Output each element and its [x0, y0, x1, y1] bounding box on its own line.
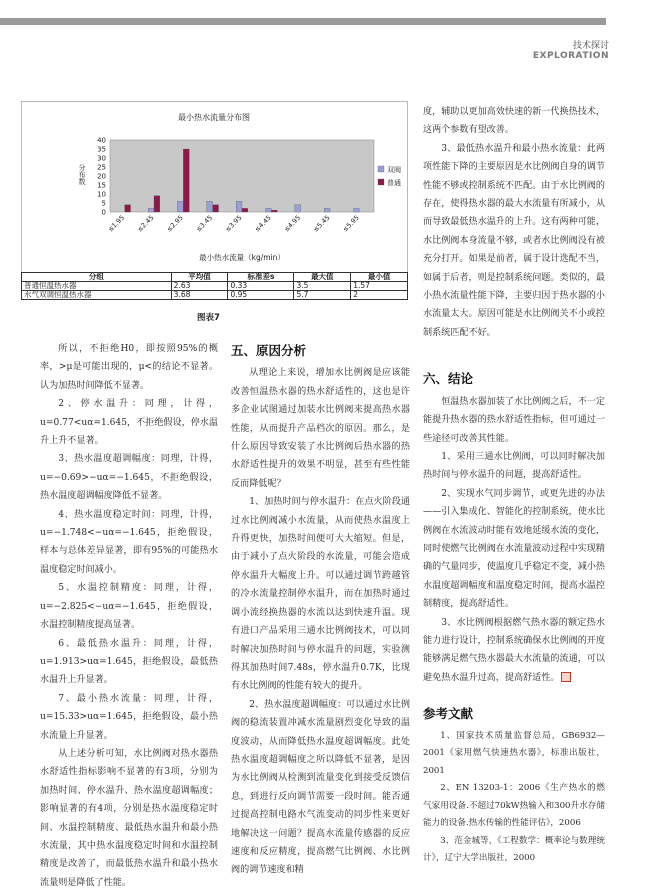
column-1: [40, 340, 218, 892]
x-tick-label: ≤5.45: [311, 213, 332, 234]
section-heading: 五、原因分析: [231, 343, 307, 358]
bar-putong: [183, 149, 189, 212]
section-label-en: EXPLORATION: [532, 51, 609, 61]
chart-legend: [378, 165, 401, 187]
legend-swatch-putong: [378, 179, 384, 185]
reference-item: 2、EN 13203-1：2006《生产热水的燃气家用设备.不超过70kW热输入和300升水存储能力的设备.热水传输的性能评估》，2006: [423, 783, 605, 829]
bar-shuangfa: [148, 208, 154, 212]
paragraph: 度，辅助以更加高效快速的新一代换热技术，这两个参数有望改善。: [423, 107, 605, 136]
bar-shuangfa: [236, 201, 242, 212]
bar-putong: [213, 205, 219, 212]
paragraph: 7、最小热水流量：同理，计得，u=15.33>uα=1.645，拒绝假设，最小热水流量上升显著。: [40, 693, 218, 741]
paragraph: 3、最低热水温升和最小热水流量：此两项性能下降的主要原因是水比例阀自身的调节性能不够或控制系统不匹配。由于水比例阀的存在，使得热水器的最大水流量有所减小，从而导致最低热水温升的上升。这有两种可能，水比例阀本身流量不够，或者水比例阀没有被充分打开。如果是前者，属于设计选配不当，如属于后者，则是控制系统问题。类似的，最小热水流量性能下降，主要归因于热水器的小水流量太大。原因可能是水比例阀关不小或控制系统匹配不好。: [423, 143, 605, 338]
y-tick-label: 5: [101, 199, 106, 208]
x-tick-label: ≤2.45: [135, 213, 156, 234]
table-cell: 水气双调恒温热水器: [22, 291, 172, 300]
bar-shuangfa: [324, 208, 330, 212]
bar-putong: [242, 208, 248, 212]
y-tick-label: 35: [97, 145, 106, 154]
bar-shuangfa: [177, 201, 183, 212]
table-header: 标准差s: [228, 273, 294, 282]
y-tick-label: 40: [97, 136, 106, 145]
legend-label-shuangfa: 双阀: [387, 166, 401, 174]
paragraph: 恒温热水器加装了水比例阀之后，不一定能提升热水器的热水舒适性指标，但可通过一些途径可改善其性能。: [423, 396, 605, 444]
legend-label-putong: 普通: [387, 179, 401, 187]
chart-figure: [21, 101, 408, 273]
x-tick-label: ≤5.95: [341, 213, 361, 234]
bar-shuangfa: [353, 208, 359, 212]
x-tick-label: ≤4.45: [253, 213, 273, 234]
paragraph: 5、水温控制精度：同理，计得，u=−2.825<−uα=−1.645，拒绝假设，水温控制精度提高显著。: [40, 583, 218, 631]
reference-item: 1、国家技术质量监督总局，GB6932—2001《家用燃气快速热水器》，标准出版社，2001: [423, 730, 605, 776]
y-tick-label: 25: [97, 163, 106, 172]
statistics-table: [21, 272, 408, 300]
paragraph: 2、热水温度超调幅度：可以通过水比例阀的稳流装置冲减水流量剧烈变化导致的温度波动，从而降低热水温度超调幅度。此处热水温度超调幅度之所以降低不显著，是因为水比例阀从检测到流量变化到接受反馈信息，到进行反向调节需要一段时间。能否通过提高控制电路水气流变动的同步性来更好地解决这一问题？提高水流量传感器的反应速度和反应精度，提高燃气比例阀、水比例阀的调节速度和精: [231, 699, 410, 876]
reference-item: 3、范金城等，《工程数学：概率论与数理统计》，辽宁大学出版社，2000: [423, 835, 605, 864]
chart-title: 最小热水流量分布图: [178, 113, 250, 122]
table-cell: 5.7: [294, 291, 351, 300]
paragraph: [423, 614, 605, 688]
table-cell: 1.57: [351, 282, 408, 291]
x-tick-label: ≤3.45: [194, 213, 215, 234]
paragraph: 2、停水温升：同理，计得，u=0.77<uα=1.645，不拒绝假设，停水温升上升不显著。: [40, 399, 218, 447]
bar-putong: [125, 205, 131, 212]
legend-swatch-shuangfa: [378, 166, 384, 172]
section-heading: 六、结论: [423, 371, 474, 387]
table-cell: 2: [351, 291, 408, 300]
x-tick-label: ≤3.95: [223, 213, 244, 234]
paragraph: 1、采用三通水比例阀，可以同时解决加热时间与停水温升的问题，提高舒适性。: [423, 451, 605, 481]
y-axis-label: 分布数: [78, 164, 86, 185]
end-mark-icon: [561, 672, 571, 682]
table-header: 平均值: [171, 273, 228, 282]
paragraph-text: 3、水比例阀根据燃气热水器的额定热水能力进行设计，控制系统确保水比例阀的开度能够满足燃气热水器最大水流量的流通，可以避免热水温升过高，提高舒适性。: [423, 617, 605, 683]
section-heading: 参考文献: [423, 706, 474, 722]
paragraph: 6、最低热水温升：同理，计得，u=1.913>uα=1.645，拒绝假设，最低热水温升上升显著。: [40, 638, 218, 686]
paragraph: 4、热水温度稳定时间：同理，计得，u=−1.748<−uα=−1.645，拒绝假设，样本与总体差异显著，即有95%的可能热水温度稳定时间减小。: [40, 509, 218, 575]
paragraph: 从上述分析可知，水比例阀对热水器热水舒适性指标影响不显著的有3项，分别为加热时间、停水温升、热水温度超调幅度；影响显著的有4项，分别是热水温度稳定时间、水温控制精度、最低热水温升和最小热水流量，其中热水温度稳定时间和水温控制精度是改善了，而最低热水温升和最小热水流量则是降低了性能。: [40, 748, 218, 888]
bar-putong: [154, 196, 160, 212]
table-cell: 0.33: [228, 282, 294, 291]
section-label-cn: 技术探讨: [572, 41, 609, 51]
table-cell: 0.95: [228, 291, 294, 300]
y-tick-label: 10: [97, 190, 106, 199]
table-cell: 3.68: [171, 291, 228, 300]
column-3: [423, 103, 605, 868]
paragraph: 1、加热时间与停水温升：在点火阶段通过水比例阀减小水流量，从而使热水温度上升得更快，加热时间便可大大缩短。但是，由于减小了点火阶段的水流量，可能会造成停水温升大幅度上升。可以通过调节跨越管的冷水流量控制停水温升，而在加热时通过调小流经换热器的水流以达到快速升温。现有进口产品采用三通水比例阀技术，可以同时解决加热时间与停水温升的问题，实验测得其加热时间7.48s，停水温升0.7K，比现有水比例阀的性能有较大的提升。: [231, 497, 410, 692]
table-cell: 2.63: [171, 282, 228, 291]
table-header: 最小值: [351, 273, 408, 282]
header-rule: [0, 18, 606, 25]
x-tick-label: ≤4.95: [282, 213, 303, 234]
bar-putong: [271, 210, 277, 212]
bar-shuangfa: [265, 208, 271, 212]
x-axis-label: 最小热水流量（kg/min）: [199, 253, 285, 262]
table-header-row: [22, 273, 408, 282]
bar-chart: [22, 102, 407, 272]
y-tick-label: 30: [97, 154, 106, 163]
paragraph: 2、实现水气同步调节，或更先进的办法——引入集成化、智能化的控制系统，使水比例阀在水流波动时能有效地延缓水流的变化，同时使燃气比例阀在水流量波动过程中实现精确的气量同步，使温度几乎稳定不变，减小热水温度超调幅度和温度稳定时间，提高水温控制精度，提高舒适性。: [423, 488, 605, 610]
y-tick-label: 20: [97, 172, 106, 181]
x-tick-label: ≤1.95: [106, 213, 127, 234]
table-header: 分组: [22, 273, 172, 282]
table-row: [22, 291, 408, 300]
bar-shuangfa: [207, 201, 213, 212]
table-header: 最大值: [294, 273, 351, 282]
bar-shuangfa: [295, 205, 301, 212]
column-2: [231, 340, 410, 880]
x-tick-label: ≤2.95: [165, 213, 185, 234]
paragraph: 所以，不拒绝H0，即按照95%的概率，>μ是可能出现的，μ<的结论不显著。认为加热时间降低不显著。: [40, 344, 218, 391]
paragraph: 3、热水温度超调幅度：同理，计得，u=−0.69>−uα=−1.645，不拒绝假设，热水温度超调幅度降低不显著。: [40, 454, 218, 502]
table-cell: 普通恒温热水器: [22, 282, 172, 291]
paragraph: 从理论上来说，增加水比例阀是应该能改善恒温热水器的热水舒适性的，这也是许多企业试图通过加装水比例阀来提高热水器性能，从而提升产品档次的原因。那么，是什么原因导致安装了水比例阀后热水器的热水舒适性提升的效果不明显，甚至有些性能反而降低呢？: [231, 368, 410, 489]
y-tick-label: 15: [97, 181, 106, 190]
y-tick-label: 0: [101, 208, 106, 217]
table-cell: 3.5: [294, 282, 351, 291]
figure-caption: 图表7: [197, 313, 220, 323]
